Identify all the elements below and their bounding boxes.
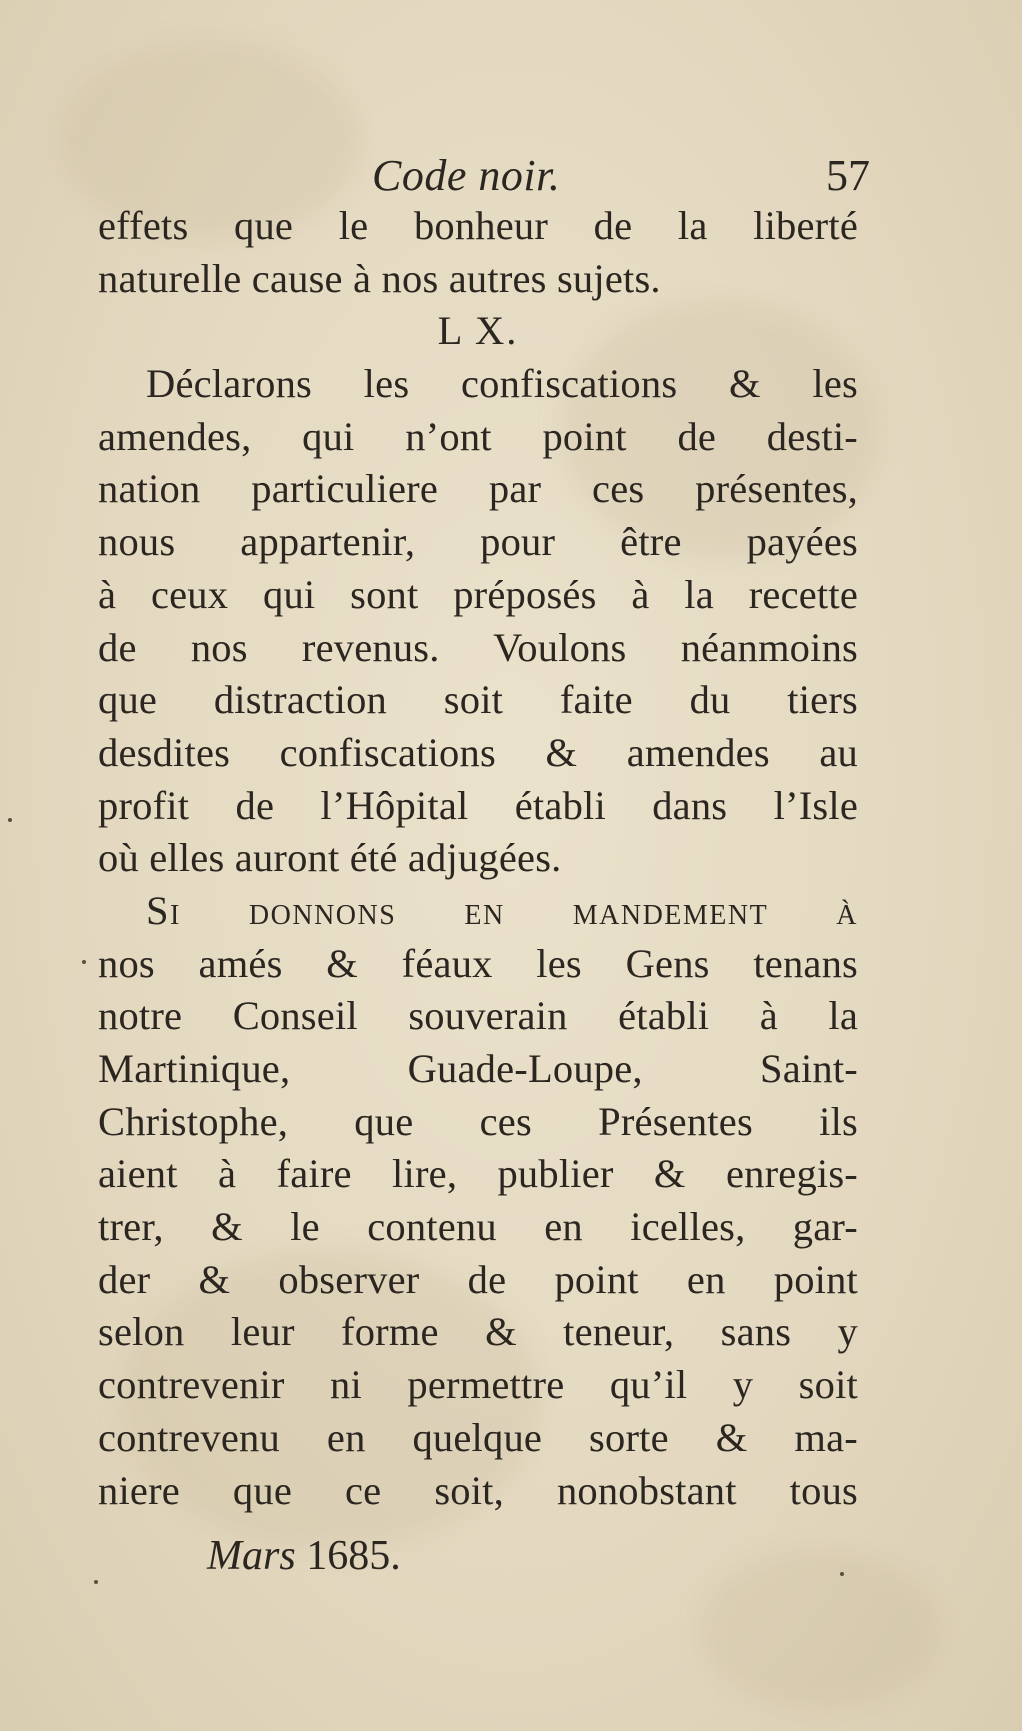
text-line: desdites confiscations & amendes au [98, 729, 858, 775]
text-line: nos amés & féaux les Gens tenans [98, 940, 858, 986]
text-line: nation particuliere par ces présentes, [98, 466, 858, 512]
text-line: Si donnons en mandement à [146, 887, 858, 933]
date-year: 1685. [306, 1533, 401, 1579]
text-line: amendes, qui n’ont point de desti- [98, 413, 858, 459]
date-month: Mars [207, 1533, 296, 1579]
page-number: 57 [826, 151, 870, 200]
text-line: Christophe, que ces Présentes ils [98, 1098, 858, 1144]
text-line: niere que ce soit, nonobstant tous [98, 1467, 858, 1513]
ink-speck [8, 818, 12, 822]
text-line: Martinique, Guade-Loupe, Saint- [98, 1046, 858, 1091]
ink-speck [94, 1580, 98, 1584]
text-line: aient à faire lire, publier & enregis- [98, 1151, 858, 1197]
text-line: notre Conseil souverain établi à la [98, 993, 858, 1039]
text-line: selon leur forme & teneur, sans y [98, 1309, 858, 1355]
date-line [207, 1532, 401, 1580]
ink-speck [840, 1572, 844, 1576]
text-line: der & observer de point en point [98, 1256, 858, 1302]
text-line: de nos revenus. Voulons néanmoins [98, 624, 858, 670]
text-line: profit de l’Hôpital établi dans l’Isle [98, 782, 858, 828]
ink-speck [82, 960, 86, 964]
text-line: trer, & le contenu en icelles, gar- [98, 1204, 858, 1250]
page-body [98, 200, 858, 1517]
text-line: effets que le bonheur de la liberté [98, 203, 858, 248]
text-line: contrevenu en quelque sorte & ma- [98, 1414, 858, 1460]
text-line: contrevenir ni permettre qu’il y soit [98, 1362, 858, 1408]
text-line: que distraction soit faite du tiers [98, 677, 858, 723]
running-title: Code noir. [372, 151, 561, 200]
text-line: à ceux qui sont préposés à la recette [98, 571, 858, 617]
article-number: L X. [437, 308, 519, 354]
text-line: où elles auront été adjugées. [98, 835, 562, 881]
text-line: Déclarons les confiscations & les [146, 361, 858, 407]
text-line: nous appartenir, pour être payées [98, 519, 858, 565]
text-line: naturelle cause à nos autres sujets. [98, 255, 661, 301]
